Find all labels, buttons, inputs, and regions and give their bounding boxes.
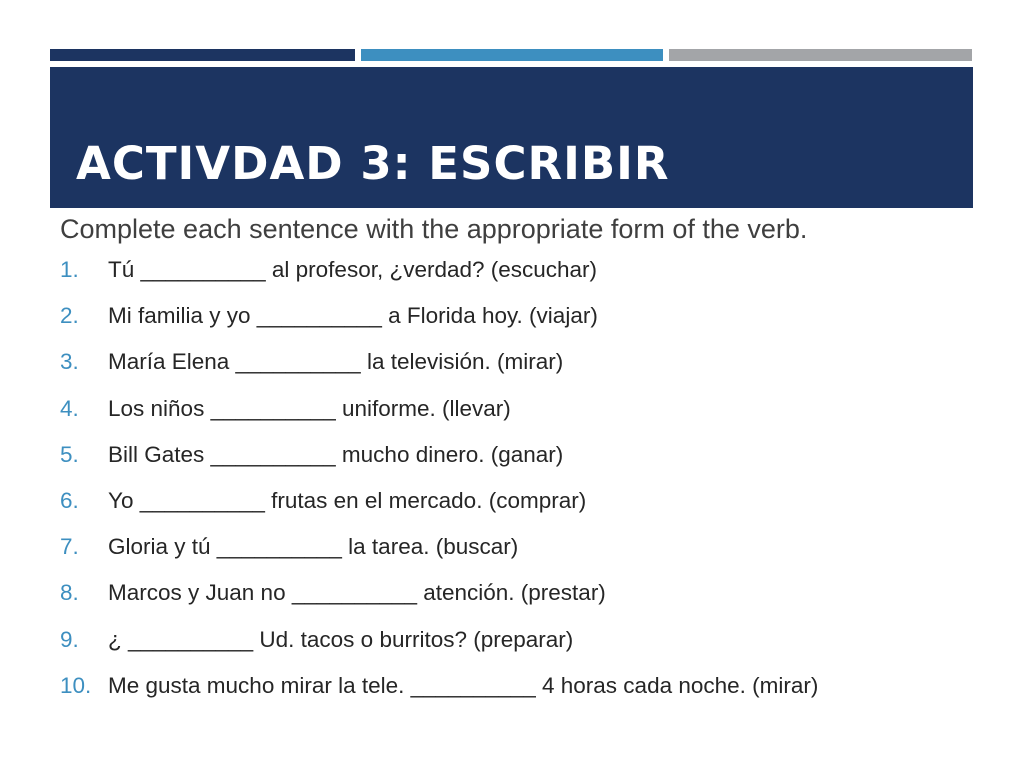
item-number: 1.: [60, 257, 79, 282]
list-item: [50, 303, 980, 349]
item-number: 6.: [60, 487, 79, 513]
item-number: 3.: [60, 349, 79, 375]
list-item: [50, 580, 980, 626]
list-item: [50, 257, 980, 303]
list-item: [50, 534, 980, 580]
list-item: [50, 488, 980, 534]
slide-title: ACTIVDAD 3: ESCRIBIR: [76, 137, 670, 190]
item-number: 2.: [60, 303, 79, 329]
accent-bar-blue: [361, 49, 663, 61]
item-text: Yo __________ frutas en el mercado. (comprar): [108, 487, 587, 513]
item-number: 4.: [60, 395, 79, 421]
exercise-list: [50, 257, 980, 719]
item-number: 8.: [60, 580, 79, 606]
instructions-text: Complete each sentence with the appropriate form of the verb.: [60, 214, 808, 244]
item-number: 5.: [60, 441, 79, 467]
item-text: Tú __________ al profesor, ¿verdad? (escuchar): [108, 257, 598, 282]
item-text: Mi familia y yo __________ a Florida hoy. (viajar): [108, 303, 598, 329]
accent-bar-navy: [50, 49, 355, 61]
item-text: Los niños __________ uniforme. (llevar): [108, 395, 511, 421]
item-text: Gloria y tú __________ la tarea. (buscar): [108, 534, 519, 560]
list-item: [50, 442, 980, 488]
item-text: ¿ __________ Ud. tacos o burritos? (preparar): [108, 626, 574, 652]
item-text: María Elena __________ la televisión. (mirar): [108, 349, 564, 375]
accent-bar-gray: [669, 49, 972, 61]
list-item: [50, 673, 980, 719]
list-item: [50, 627, 980, 673]
item-text: Marcos y Juan no __________ atención. (prestar): [108, 580, 606, 606]
list-item: [50, 349, 980, 395]
content-area: [50, 214, 980, 719]
list-item: [50, 396, 980, 442]
item-number: 10.: [60, 672, 92, 698]
item-text: Bill Gates __________ mucho dinero. (ganar): [108, 441, 564, 467]
title-band: [50, 67, 973, 208]
item-text: Me gusta mucho mirar la tele. __________ 4 horas cada noche. (mirar): [108, 672, 819, 698]
item-number: 7.: [60, 534, 79, 560]
item-number: 9.: [60, 626, 79, 652]
